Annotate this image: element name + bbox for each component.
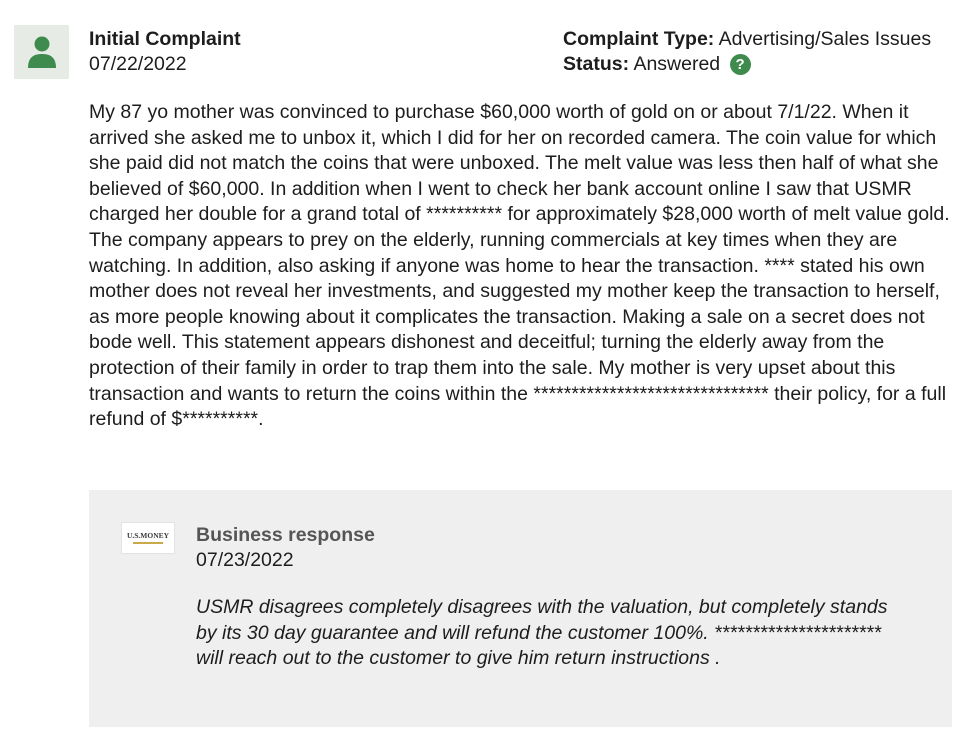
business-response-panel xyxy=(89,490,952,727)
logo-underline xyxy=(133,542,163,544)
status-label: Status: xyxy=(563,53,630,75)
complaint-type-row xyxy=(563,27,931,52)
response-date: 07/23/2022 xyxy=(196,549,294,571)
response-title: Business response xyxy=(196,524,375,546)
response-header xyxy=(196,523,375,573)
status-row xyxy=(563,52,931,77)
status-value: Answered xyxy=(633,53,721,75)
avatar xyxy=(14,25,69,79)
complaint-text: My 87 yo mother was convinced to purchase $60,000 worth of gold on or about 7/1/22. When it arrived she asked me to unbox it, which I did for her on recorded camera. The coin value for which she paid did not match the coins that were unboxed. The melt value was less then half of what she believed of $60,000. In addition when I went to check her bank account online I saw that USMR charged her double for a grand total of ********** for approximately $28,000 worth of melt value gold. The company appears to prey on the elderly, running commercials at key times when they are watching. In addition, also asking if anyone was home to hear the transaction. **** stated his own mother does not reveal her investments, and suggested my mother keep the transaction to herself, as more people knowing about it complicates the transaction. Making a sale on a secret does not bode well. This statement appears dishonest and deceitful; turning the elderly away from the protection of their family in order to trap them into the sale. My mother is very upset about this transaction and wants to return the coins within the ******************************* their policy, for a full refund of $**********. xyxy=(89,101,950,431)
complaint-date: 07/22/2022 xyxy=(89,53,187,75)
complaint-type-value: Advertising/Sales Issues xyxy=(718,28,932,50)
business-logo xyxy=(121,522,175,554)
complaint-title: Initial Complaint xyxy=(89,28,241,50)
business-logo-text: U.S.MONEY xyxy=(126,531,170,540)
help-icon[interactable]: ? xyxy=(730,54,751,75)
response-text: USMR disagrees completely disagrees with the valuation, but completely stands by its 30 day guarantee and will refund the customer 100%. ********************** will reach out to the customer to give him return instructions . xyxy=(196,596,888,670)
complaint-type-label: Complaint Type: xyxy=(563,28,715,50)
complaint-header xyxy=(89,27,241,77)
user-icon xyxy=(27,35,57,69)
complaint-meta xyxy=(563,27,931,77)
